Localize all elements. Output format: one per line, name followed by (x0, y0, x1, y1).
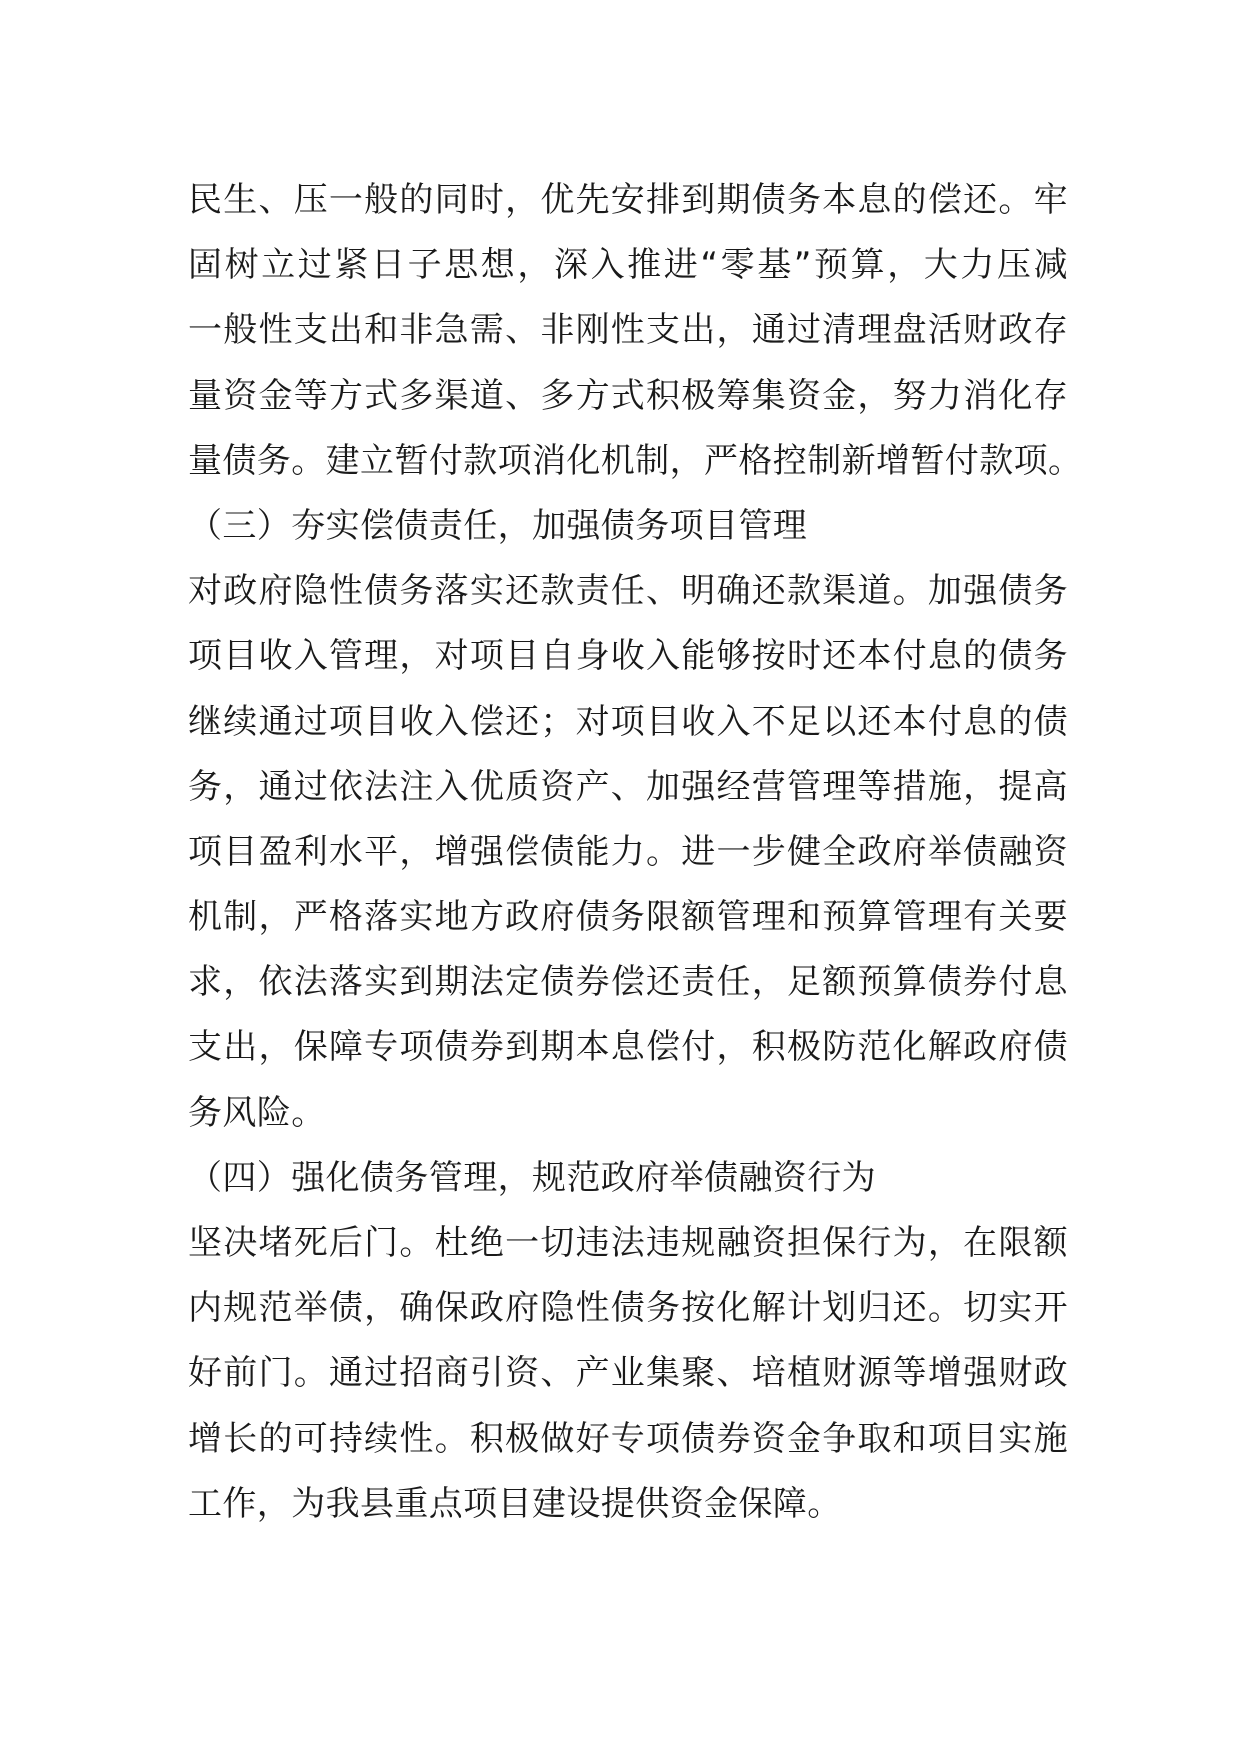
paragraph-line: 增长的可持续性。积极做好专项债券资金争取和项目实施 (188, 1418, 1068, 1459)
paragraph-line: 量债务。建立暂付款项消化机制，严格控制新增暂付款项。 (188, 440, 1083, 481)
paragraph-line: 坚决堵死后门。杜绝一切违法违规融资担保行为，在限额 (188, 1223, 1068, 1263)
paragraph-line: 务风险。 (188, 1092, 326, 1133)
paragraph-line: 内规范举债，确保政府隐性债务按化解计划归还。切实开 (188, 1288, 1068, 1329)
paragraph-line: 工作，为我县重点项目建设提供资金保障。 (188, 1483, 842, 1524)
paragraph-line: 一般性支出和非急需、非刚性支出，通过清理盘活财政存 (188, 310, 1068, 351)
paragraph-line: 继续通过项目收入偿还；对项目收入不足以还本付息的债 (188, 701, 1068, 742)
paragraph-line: 固树立过紧日子思想，深入推进“零基”预算，大力压减 (188, 245, 1068, 286)
body-text (188, 168, 1083, 1537)
paragraph-line: 项目盈利水平，增强偿债能力。进一步健全政府举债融资 (188, 831, 1068, 872)
paragraph-line: 支出，保障专项债券到期本息偿付，积极防范化解政府债 (188, 1027, 1068, 1068)
paragraph-line: 量资金等方式多渠道、多方式积极筹集资金，努力消化存 (188, 375, 1068, 416)
paragraph-line: 民生、压一般的同时，优先安排到期债务本息的偿还。牢 (188, 180, 1068, 220)
section-heading-4: （四）强化债务管理，规范政府举债融资行为 (188, 1157, 876, 1198)
paragraph-line: 好前门。通过招商引资、产业集聚、培植财源等增强财政 (188, 1353, 1068, 1394)
paragraph-line: 项目收入管理，对项目自身收入能够按时还本付息的债务 (188, 636, 1068, 677)
paragraph-line: 求，依法落实到期法定债券偿还责任，足额预算债券付息 (188, 962, 1068, 1003)
paragraph-line: 对政府隐性债务落实还款责任、明确还款渠道。加强债务 (188, 571, 1068, 612)
paragraph-line: 机制，严格落实地方政府债务限额管理和预算管理有关要 (188, 897, 1068, 938)
paragraph-line: 务，通过依法注入优质资产、加强经营管理等措施，提高 (188, 766, 1068, 807)
section-heading-3: （三）夯实偿债责任，加强债务项目管理 (188, 505, 808, 546)
